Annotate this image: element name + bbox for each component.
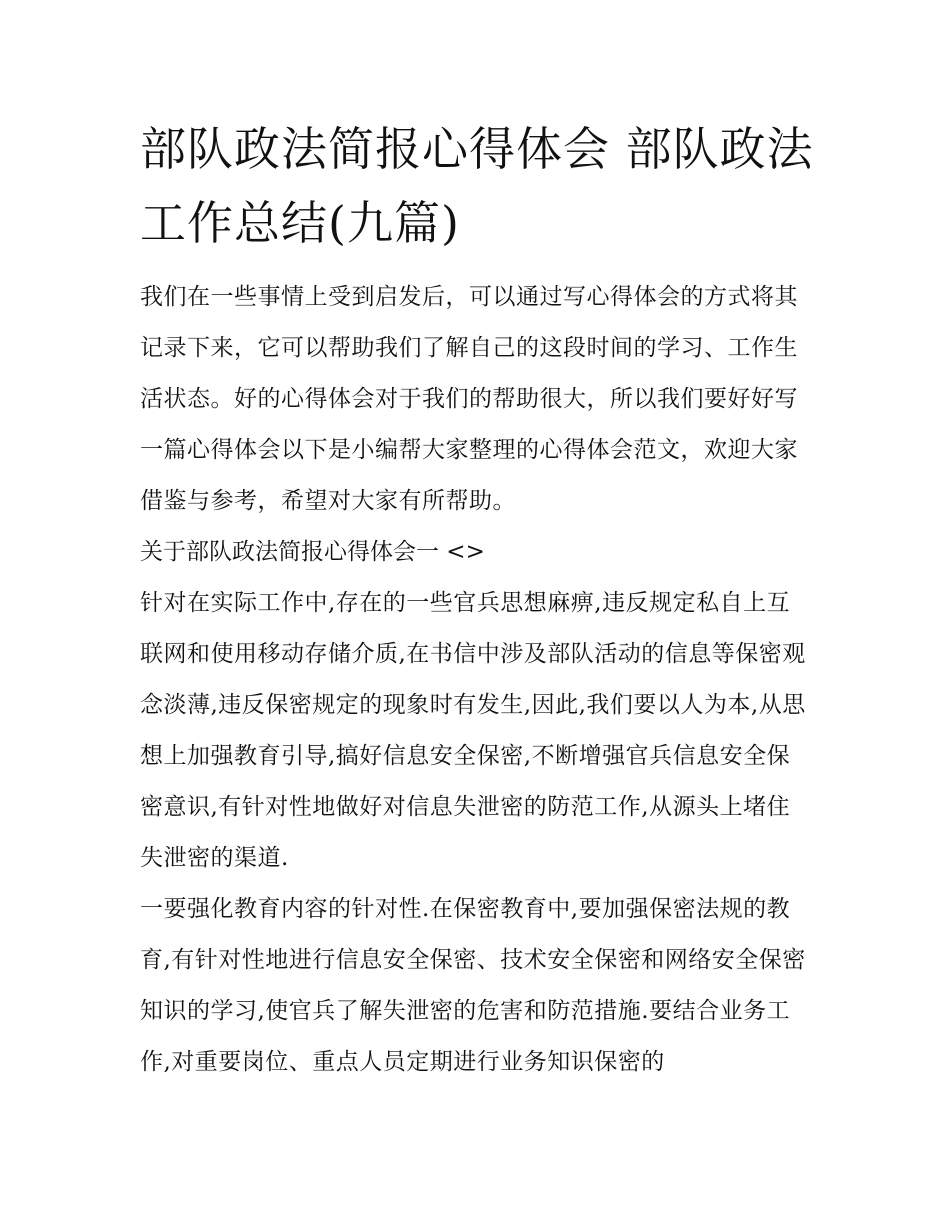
body-paragraph-1: 针对在实际工作中,存在的一些官兵思想麻痹,违反规定私自上互联网和使用移动存储介质,在书信中涉及部队活动的信息等保密观念淡薄,违反保密规定的现象时有发生,因此,我们要以人为本,从思想上加强教育引导,搞好信息安全保密,不断增强官兵信息安全保密意识,有针对性地做好对信息失泄密的防范工作,从源头上堵住失泄密的渠道. xyxy=(140,590,806,871)
document-title: 部队政法简报心得体会 部队政法工作总结(九篇) xyxy=(140,122,814,250)
intro-paragraph: 我们在一些事情上受到启发后，可以通过写心得体会的方式将其记录下来，它可以帮助我们了解自己的这段时间的学习、工作生活状态。好的心得体会对于我们的帮助很大，所以我们要好好写一篇心得体会以下是小编帮大家整理的心得体会范文，欢迎大家借鉴与参考，希望对大家有所帮助。 xyxy=(140,284,798,514)
body-paragraph-2: 一要强化教育内容的针对性.在保密教育中,要加强保密法规的教育,有针对性地进行信息安全保密、技术安全保密和网络安全保密知识的学习,使官兵了解失泄密的危害和防范措施.要结合业务工作,对重要岗位、重点人员定期进行业务知识保密的 xyxy=(140,896,806,1075)
section-heading: 关于部队政法简报心得体会一 <> xyxy=(140,539,485,565)
document-page xyxy=(140,112,820,1088)
